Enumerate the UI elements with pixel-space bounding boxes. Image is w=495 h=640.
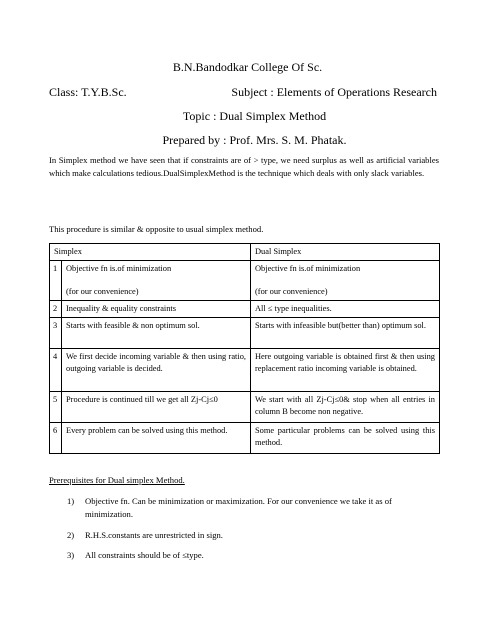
header-simplex: Simplex (50, 244, 251, 261)
simplex-cell: Inequality & equality constraints (62, 301, 251, 318)
table-row (50, 392, 440, 423)
row-number: 2 (50, 301, 62, 318)
document-page: B.N.Bandodkar College Of Sc. Class: T.Y.B.Sc. Subject : Elements of Operations Research Topic : Dual Simplex Method Prepared by : Prof. Mrs. S. M. Phatak. In Simplex method we have seen that if constraints are of > type, we need surplus as well as artificial variables which make calculations tedious.DualSimplexMethod is the technique which deals with only slack variables. This procedure is similar & opposite to usual simplex method. Simplex Dual Simplex 1 Objective fn is.of minimization (for our convenience) Objective fn is.of minimization (for our convenience) 2 Inequality & equality constraints All ≤ type inequalities. 3 Starts with feasible & non optimum sol. Starts with infeasible but(better than) optimum sol. 4 We first decide incoming variable & then using ratio, outgoing variable is decided. Here outgoing variable is obtained first & then using replacement ratio incoming variable is obtained. 5 Procedure is continued till we get all Zj-Cj≤0 We start with all Zj-Cj≤0& stop when all entries in column B become non negative. 6 Every problem can be solved using this method. Some particular problems can be solved using this method. Prerequisites for Dual simplex Method. 1) Objective fn. Can be minimization or maximization. For our convenience we take it as of minimization. 2) R.H.S.constants are unrestricted in sign. 3) All constraints should be of ≤type. (0, 0, 495, 640)
dual-cell: Starts with infeasible but(better than) optimum sol. (251, 318, 440, 349)
simplex-cell: Objective fn is.of minimization (for our convenience) (62, 261, 251, 301)
simplex-cell: Every problem can be solved using this method. (62, 423, 251, 454)
simplex-cell: Procedure is continued till we get all Zj-Cj≤0 (62, 392, 251, 423)
row-number: 3 (50, 318, 62, 349)
row-number: 1 (50, 261, 62, 301)
table-row (50, 261, 440, 301)
similar-note: This procedure is similar & opposite to usual simplex method. (49, 224, 264, 234)
table-row (50, 301, 440, 318)
row-number: 6 (50, 423, 62, 454)
row-number: 4 (50, 349, 62, 392)
comparison-table (49, 243, 440, 454)
dual-cell: Some particular problems can be solved using this method. (251, 423, 440, 454)
table-row (50, 349, 440, 392)
prereq-heading: Prerequisites for Dual simplex Method. (49, 475, 185, 485)
table-row (50, 318, 440, 349)
intro-paragraph: In Simplex method we have seen that if constraints are of > type, we need surplus as well as artificial variables which make calculations tedious.DualSimplexMethod is the technique which deals with only slack variables. (49, 155, 439, 178)
class-label: Class: T.Y.B.Sc. (49, 85, 127, 99)
simplex-cell: Starts with feasible & non optimum sol. (62, 318, 251, 349)
dual-cell: We start with all Zj-Cj≤0& stop when all entries in column B become non negative. (251, 392, 440, 423)
topic-label: Topic : Dual Simplex Method (182, 109, 327, 123)
table-header-row (50, 244, 440, 261)
college-name: B.N.Bandodkar College Of Sc. (172, 60, 323, 74)
dual-cell: Objective fn is.of minimization (for our convenience) (251, 261, 440, 301)
row-number: 5 (50, 392, 62, 423)
header-dual-simplex: Dual Simplex (251, 244, 440, 261)
dual-cell: All ≤ type inequalities. (251, 301, 440, 318)
prepared-by: Prepared by : Prof. Mrs. S. M. Phatak. (162, 133, 347, 147)
dual-cell: Here outgoing variable is obtained first & then using replacement ratio incoming variable is obtained. (251, 349, 440, 392)
subject-label: Subject : Elements of Operations Research (231, 85, 437, 99)
table-row (50, 423, 440, 454)
simplex-cell: We first decide incoming variable & then using ratio, outgoing variable is decided. (62, 349, 251, 392)
